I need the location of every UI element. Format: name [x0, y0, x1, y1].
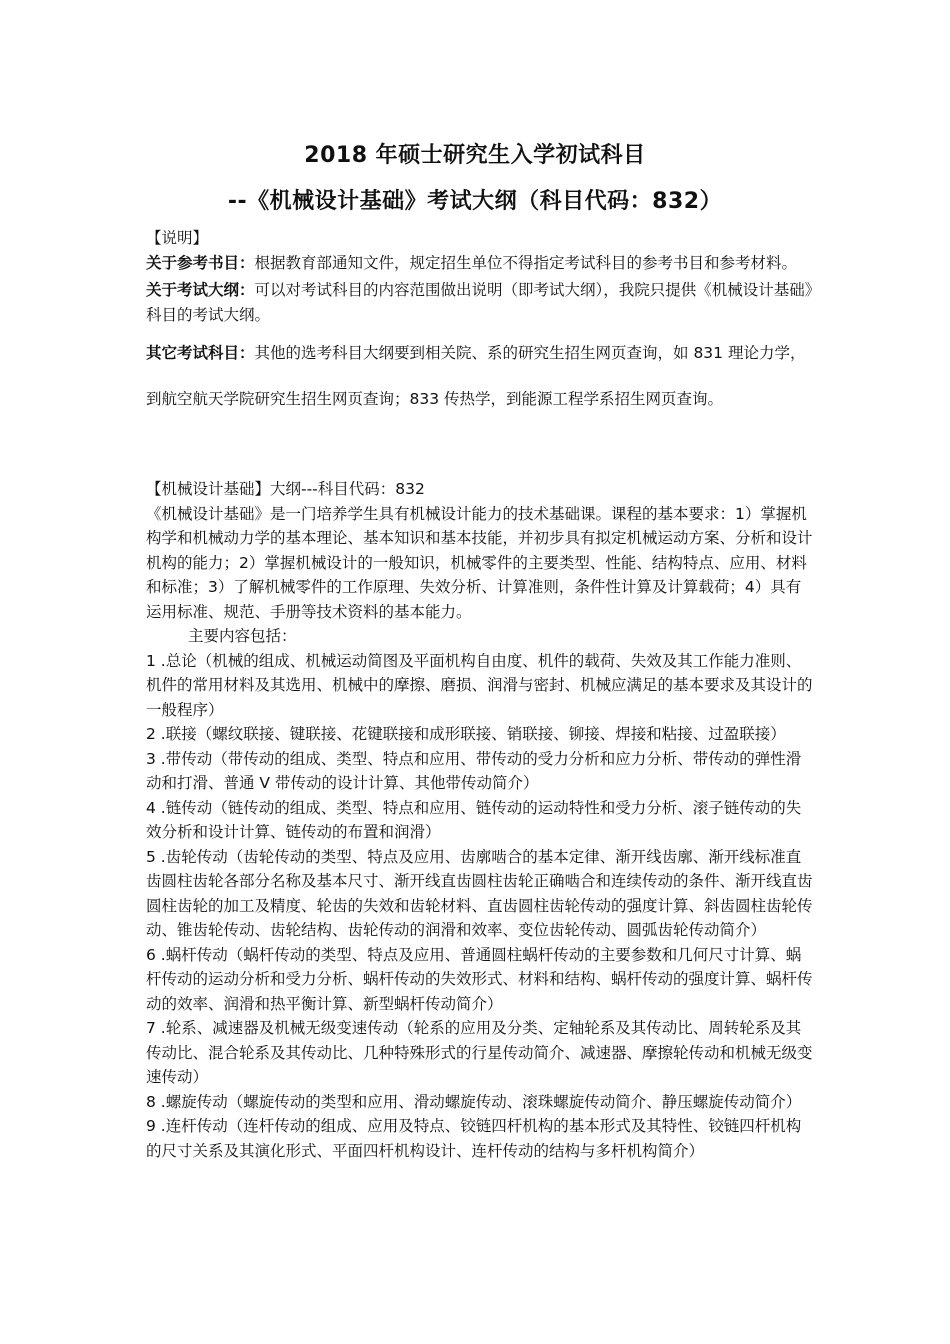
- doc-subtitle: --《机械设计基础》考试大纲（科目代码：832）: [227, 189, 723, 214]
- list-item: 8 .螺旋传动（螺旋传动的类型和应用、滑动螺旋传动、滚珠螺旋传动简介、静压螺旋传动简介）: [146, 1092, 802, 1111]
- syllabus-intro: 《机械设计基础》是一门培养学生具有机械设计能力的技术基础课。课程的基本要求：1）掌握机构学和机械动力学的基本理论、基本知识和基本技能，并初步具有拟定机械运动方案、分析和设计机构的能力；2）掌握机械设计的一般知识，机械零件的主要类型、性能、结构特点、应用、材料和标准；3）了解机械零件的工作原理、失效分析、计算准则，条件性计算及计算载荷；4）具有运用标准、规范、手册等技术资料的基本能力。: [146, 504, 813, 621]
- list-item: 6 .蜗杆传动（蜗杆传动的类型、特点及应用、普通圆柱蜗杆传动的主要参数和几何尺寸计算、蜗杆传动的运动分析和受力分析、蜗杆传动的失效形式、材料和结构、蜗杆传动的强度计算、蜗杆传动的效率、润滑和热平衡计算、新型蜗杆传动简介）: [146, 945, 813, 1013]
- doc-title: 2018 年硕士研究生入学初试科目: [304, 143, 646, 168]
- note-text: 根据教育部通知文件，规定招生单位不得指定考试科目的参考书目和参考材料。: [254, 253, 798, 272]
- syllabus-section: [146, 477, 816, 1163]
- notes-section: [146, 226, 816, 422]
- note-text: 其他的选考科目大纲要到相关院、系的研究生招生网页查询，如 831 理论力学，到航空航天学院研究生招生网页查询；833 传热学，到能源工程学系招生网页查询。: [146, 344, 806, 408]
- note-label: 关于参考书目：: [146, 253, 255, 272]
- note-reference-books: [146, 251, 816, 276]
- note-header: 【说明】: [146, 229, 209, 247]
- content-header: 主要内容包括：: [188, 627, 297, 645]
- list-item: 2 .联接（螺纹联接、键联接、花键联接和成形联接、销联接、铆接、焊接和粘接、过盈联接）: [146, 725, 786, 743]
- note-other-subjects: [146, 330, 816, 422]
- list-item: 4 .链传动（链传动的组成、类型、特点和应用、链传动的运动特性和受力分析、滚子链传动的失效分析和设计计算、链传动的布置和润滑）: [146, 798, 802, 841]
- list-item: 1 .总论（机械的组成、机械运动简图及平面机构自由度、机件的载荷、失效及其工作能力准则、机件的常用材料及其选用、机械中的摩擦、磨损、润滑与密封、机械应满足的基本要求及其设计的一般程序）: [146, 651, 813, 719]
- syllabus-header: 【机械设计基础】大纲---科目代码：832: [146, 480, 425, 498]
- note-label: 其它考试科目：: [146, 344, 255, 362]
- note-text: 可以对考试科目的内容范围做出说明（即考试大纲），我院只提供《机械设计基础》科目的考试大纲。: [146, 281, 813, 324]
- list-item: 7 .轮系、减速器及机械无级变速传动（轮系的应用及分类、定轴轮系及其传动比、周转轮系及其传动比、混合轮系及其传动比、几种特殊形式的行星传动简介、减速器、摩擦轮传动和机械无级变速传动）: [146, 1019, 813, 1086]
- list-item: 3 .带传动（带传动的组成、类型、特点和应用、带传动的受力分析和应力分析、带传动的弹性滑动和打滑、普通 V 带传动的设计计算、其他带传动简介）: [146, 749, 802, 792]
- note-label: 关于考试大纲：: [146, 281, 255, 299]
- list-item: 5 .齿轮传动（齿轮传动的类型、特点及应用、齿廓啮合的基本定律、渐开线齿廓、渐开线标准直齿圆柱齿轮各部分名称及基本尺寸、渐开线直齿圆柱齿轮正确啮合和连续传动的条件、渐开线直齿圆柱齿轮的加工及精度、轮齿的失效和齿轮材料、直齿圆柱齿轮传动的强度计算、斜齿圆柱齿轮传动、锥齿轮传动、齿轮结构、齿轮传动的润滑和效率、变位齿轮传动、圆弧齿轮传动简介）: [146, 847, 813, 939]
- list-item: 9 .连杆传动（连杆传动的组成、应用及特点、铰链四杆机构的基本形式及其特性、铰链四杆机构的尺寸关系及其演化形式、平面四杆机构设计、连杆传动的结构与多杆机构简介）: [146, 1117, 802, 1160]
- note-exam-syllabus: [146, 278, 816, 327]
